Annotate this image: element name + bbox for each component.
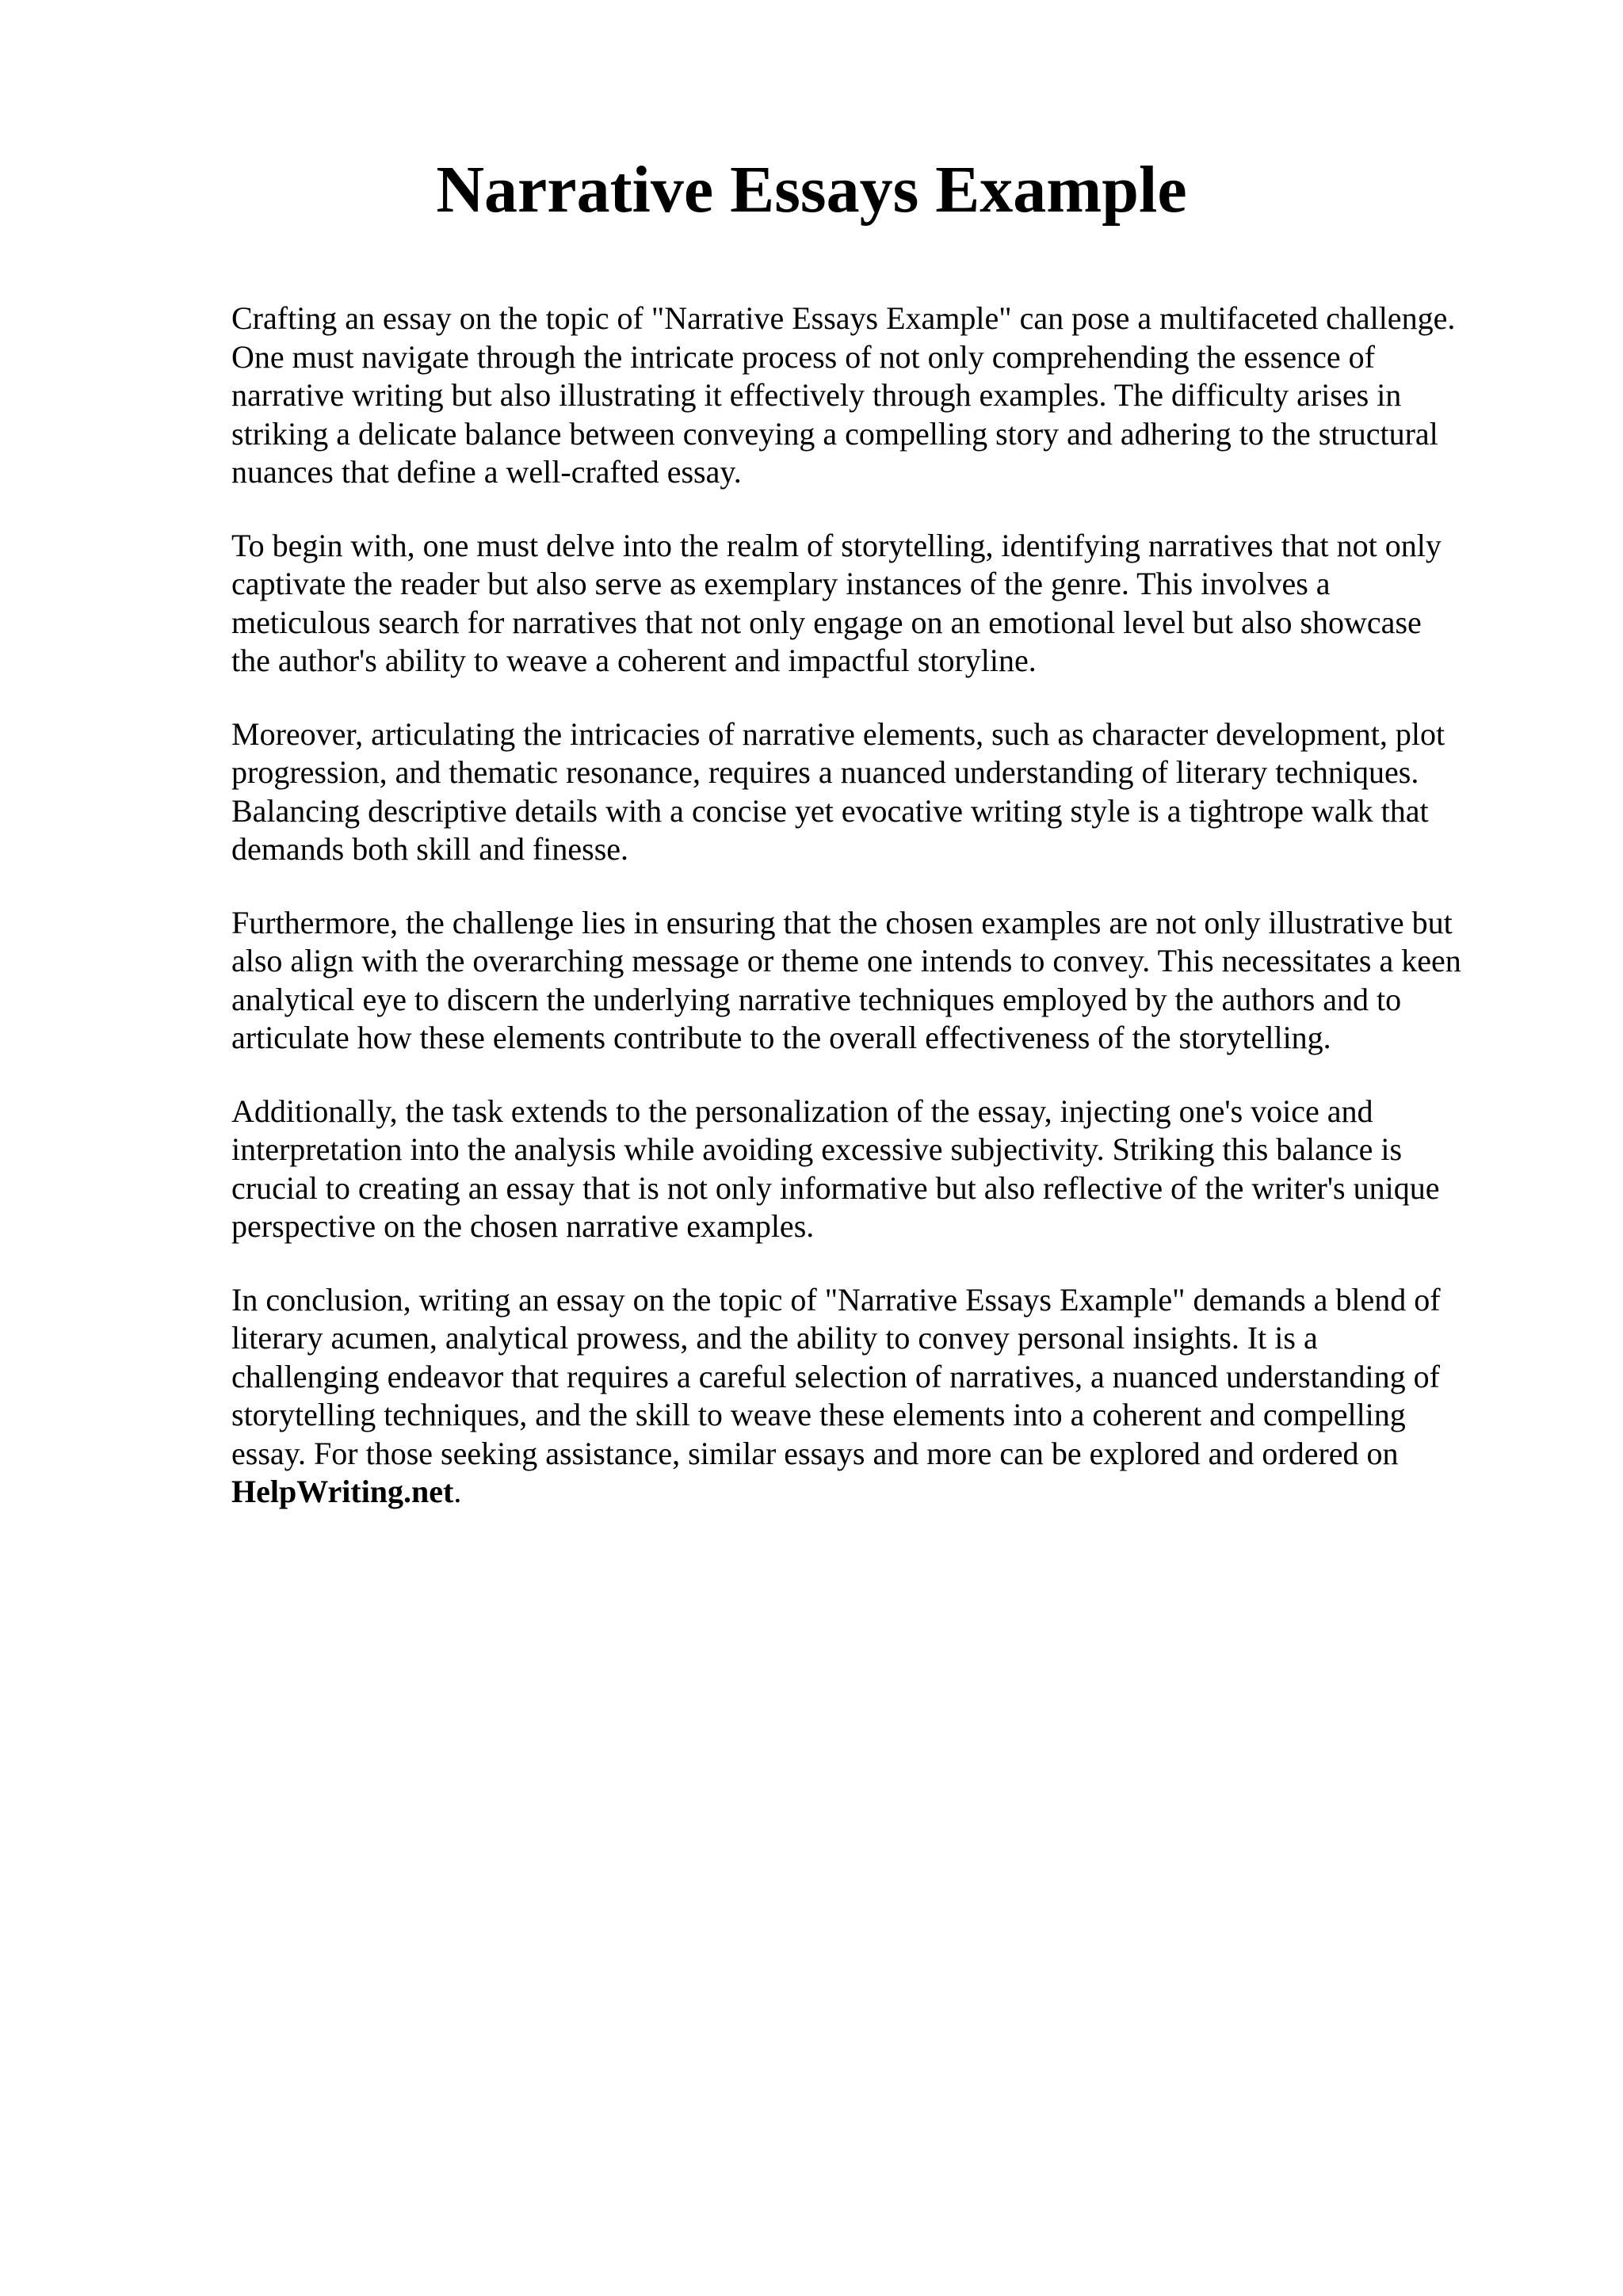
paragraph-5 bbox=[231, 1093, 1515, 1246]
text-line: Moreover, articulating the intricacies of narrative elements, such as character development, plot bbox=[231, 715, 1445, 752]
paragraph-4 bbox=[231, 904, 1515, 1058]
text-line: also align with the overarching message or theme one intends to convey. This necessitates a keen bbox=[231, 943, 1461, 978]
text-line: essay. For those seeking assistance, similar essays and more can be explored and ordered on bbox=[231, 1435, 1399, 1471]
document-body bbox=[231, 299, 1515, 1547]
document-title: Narrative Essays Example bbox=[436, 153, 1187, 227]
text-line: the author's ability to weave a coherent and impactful storyline. bbox=[231, 643, 1037, 678]
text-line: striking a delicate balance between conveying a compelling story and adhering to the structural bbox=[231, 415, 1438, 452]
helpwriting-link[interactable]: HelpWriting.net bbox=[231, 1474, 454, 1509]
text-line: Furthermore, the challenge lies in ensuring that the chosen examples are not only illustrative but bbox=[231, 904, 1453, 940]
text-line: nuances that define a well-crafted essay. bbox=[231, 454, 742, 490]
text-line: In conclusion, writing an essay on the topic of "Narrative Essays Example" demands a blend of bbox=[231, 1281, 1441, 1318]
text-line: meticulous search for narratives that not only engage on an emotional level but also showcase bbox=[231, 604, 1422, 640]
text-line: Balancing descriptive details with a concise yet evocative writing style is a tightrope walk that bbox=[231, 792, 1429, 829]
text-line: interpretation into the analysis while avoiding excessive subjectivity. Striking this balance is bbox=[231, 1131, 1403, 1167]
text-line: demands both skill and finesse. bbox=[231, 831, 629, 867]
paragraph-1 bbox=[231, 299, 1515, 492]
text-line: captivate the reader but also serve as exemplary instances of the genre. This involves a bbox=[231, 566, 1331, 601]
closing-punctuation: . bbox=[453, 1474, 462, 1509]
text-line: Crafting an essay on the topic of "Narrative Essays Example" can pose a multifaceted challenge. bbox=[231, 300, 1456, 336]
text-line: analytical eye to discern the underlying narrative techniques employed by the authors and to bbox=[231, 981, 1402, 1017]
paragraph-3 bbox=[231, 715, 1515, 869]
text-line: crucial to creating an essay that is not only informative but also reflective of the writer's unique bbox=[231, 1169, 1440, 1206]
text-line: challenging endeavor that requires a careful selection of narratives, a nuanced understanding of bbox=[231, 1358, 1440, 1394]
text-line: progression, and thematic resonance, requires a nuanced understanding of literary techniques. bbox=[231, 754, 1419, 790]
closing-line bbox=[231, 1473, 1515, 1512]
text-line: storytelling techniques, and the skill to weave these elements into a coherent and compelling bbox=[231, 1397, 1406, 1432]
text-line: One must navigate through the intricate process of not only comprehending the essence of bbox=[231, 338, 1375, 375]
text-line: Additionally, the task extends to the personalization of the essay, injecting one's voice and bbox=[231, 1093, 1373, 1129]
text-line: articulate how these elements contribute to the overall effectiveness of the storytelling. bbox=[231, 1020, 1331, 1055]
paragraph-2 bbox=[231, 527, 1515, 681]
text-line: literary acumen, analytical prowess, and the ability to convey personal insights. It is a bbox=[231, 1320, 1318, 1356]
text-line: perspective on the chosen narrative examples. bbox=[231, 1208, 815, 1244]
text-line: To begin with, one must delve into the realm of storytelling, identifying narratives that not only bbox=[231, 527, 1442, 563]
paragraph-6 bbox=[231, 1281, 1515, 1512]
text-line: narrative writing but also illustrating it effectively through examples. The difficulty arises in bbox=[231, 377, 1402, 413]
